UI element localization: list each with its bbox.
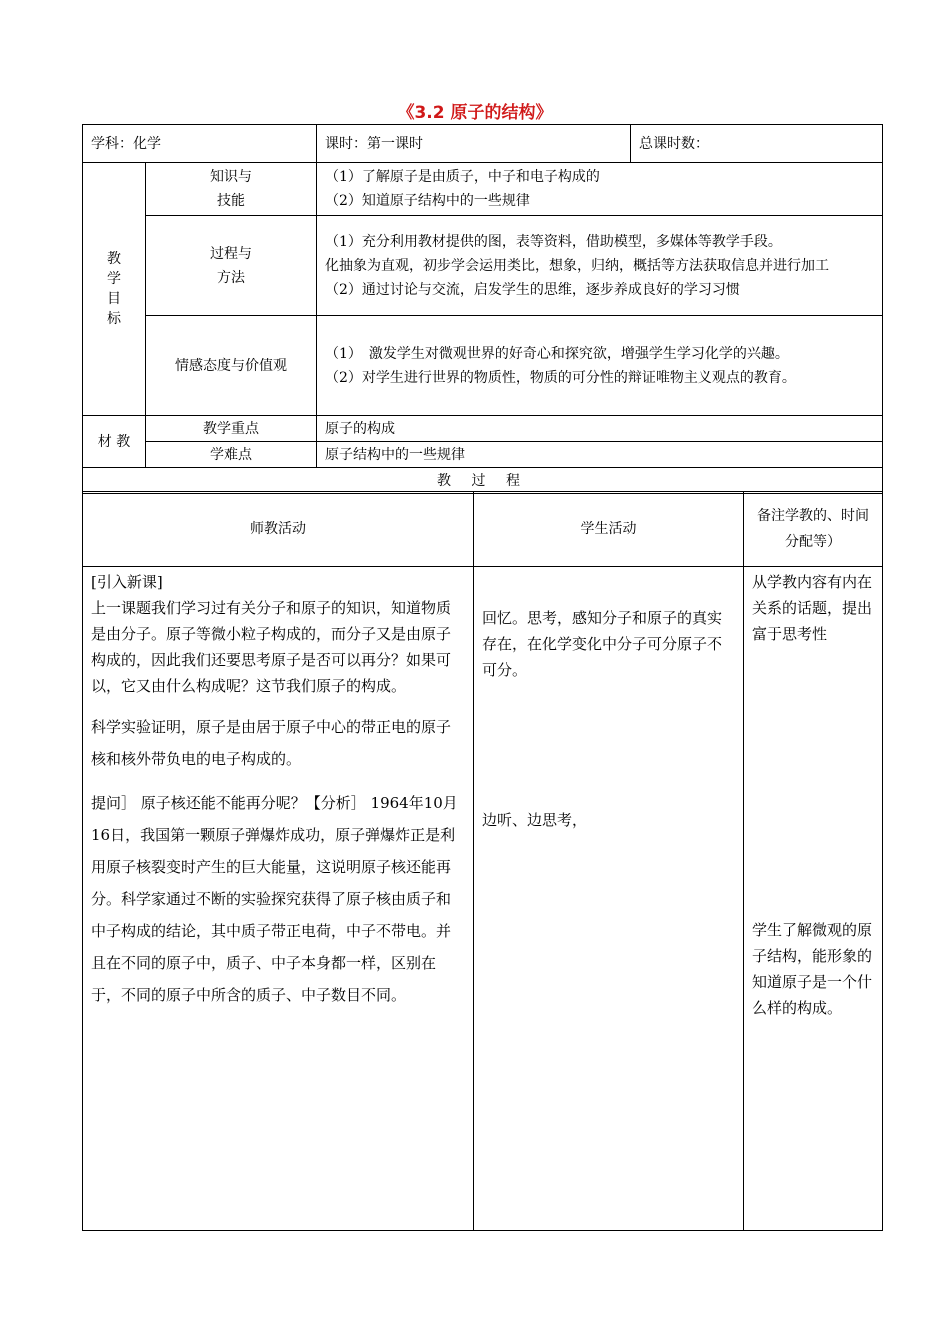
process-label-l1: 过程与: [210, 245, 252, 262]
teacher-activity-cell: [83, 567, 474, 1231]
notes-cell: [744, 567, 883, 1231]
subject-cell: 学科：化学: [83, 125, 317, 163]
emotion-label: 情感态度与价值观: [146, 316, 317, 416]
objectives-table: [82, 124, 883, 494]
objectives-label-char: 教: [107, 251, 121, 267]
knowledge-label: [146, 163, 317, 216]
knowledge-content: [317, 163, 883, 216]
knowledge-label-l2: 技能: [217, 193, 245, 209]
process-label: [146, 216, 317, 316]
process-section-title: 教 过 程: [83, 468, 883, 494]
process-content: [317, 216, 883, 316]
difficult-point-value: 原子结构中的一些规律: [317, 442, 883, 468]
emotion-line: （1） 激发学生对微观世界的好奇心和探究欲，增强学生学习化学的兴趣。: [325, 345, 789, 362]
emotion-line: （2）对学生进行世界的物质性，物质的可分性的辩证唯物主义观点的教育。: [325, 369, 796, 386]
process-line: 化抽象为直观，初步学会运用类比，想象，归纳，概括等方法获取信息并进行加工: [325, 257, 829, 274]
student-activity-item: 边听、边思考，: [482, 811, 588, 829]
teacher-activity-header: 师教活动: [83, 492, 474, 567]
emotion-content: [317, 316, 883, 416]
student-activity-header: 学生活动: [474, 492, 744, 567]
teacher-paragraph: 提问］ 原子核还能不能再分呢？【分析］ 1964年10月16日，我国第一颗原子弹爆炸成功，原子弹爆炸正是利用原子核裂变时产生的巨大能量，这说明原子核还能再分。科学家通过不断的实验探究获得了原子核由质子和中子构成的结论，其中质子带正电荷，中子不带电。并且在不同的原子中，质子、中子本身都一样，区别在于，不同的原子中所含的质子、中子数目不同。: [91, 794, 458, 1004]
process-line: （2）通过讨论与交流，启发学生的思维，逐步养成良好的学习习惯: [325, 281, 740, 298]
lesson-cell: 课时：第一课时: [317, 125, 631, 163]
key-point-value: 原子的构成: [317, 416, 883, 442]
process-table: [82, 491, 883, 1231]
teacher-paragraph: 科学实验证明，原子是由居于原子中心的带正电的原子核和核外带负电的电子构成的。: [91, 718, 452, 768]
notes-item: 从学教内容有内在关系的话题，提出富于思考性: [752, 573, 873, 643]
knowledge-label-l1: 知识与: [210, 169, 252, 185]
total-lessons-cell: 总课时数：: [631, 125, 883, 163]
student-activity-cell: [474, 567, 744, 1231]
page-title: 《3.2 原子的结构》: [397, 103, 553, 123]
teacher-paragraph: 上一课题我们学习过有关分子和原子的知识，知道物质是由分子。原子等微小粒子构成的，而分子又是由原子构成的，因此我们还要思考原子是否可以再分？如果可以，它又由什么构成呢？这节我们原子的构成。: [91, 599, 452, 695]
knowledge-line: （1）了解原子是由质子，中子和电子构成的: [325, 169, 600, 185]
process-label-l2: 方法: [217, 269, 245, 286]
notes-header: 备注学教的、时间分配等）: [744, 492, 883, 567]
objectives-label-char: 学: [107, 271, 121, 287]
intro-heading: [引入新课]: [91, 573, 163, 591]
objectives-label: [83, 163, 146, 416]
key-point-label: 教学重点: [146, 416, 317, 442]
difficult-point-label: 学难点: [146, 442, 317, 468]
notes-item: 学生了解微观的原子结构，能形象的知道原子是一个什么样的构成。: [752, 921, 873, 1017]
objectives-label-char: 标: [107, 311, 121, 327]
objectives-label-char: 目: [107, 291, 121, 307]
student-activity-item: 回忆。思考，感知分子和原子的真实存在，在化学变化中分子可分原子不可分。: [482, 609, 723, 679]
knowledge-line: （2）知道原子结构中的一些规律: [325, 193, 530, 209]
process-line: （1）充分利用教材提供的图，表等资料，借助模型，多媒体等教学手段。: [325, 233, 782, 250]
material-label: 材 教: [83, 416, 146, 468]
